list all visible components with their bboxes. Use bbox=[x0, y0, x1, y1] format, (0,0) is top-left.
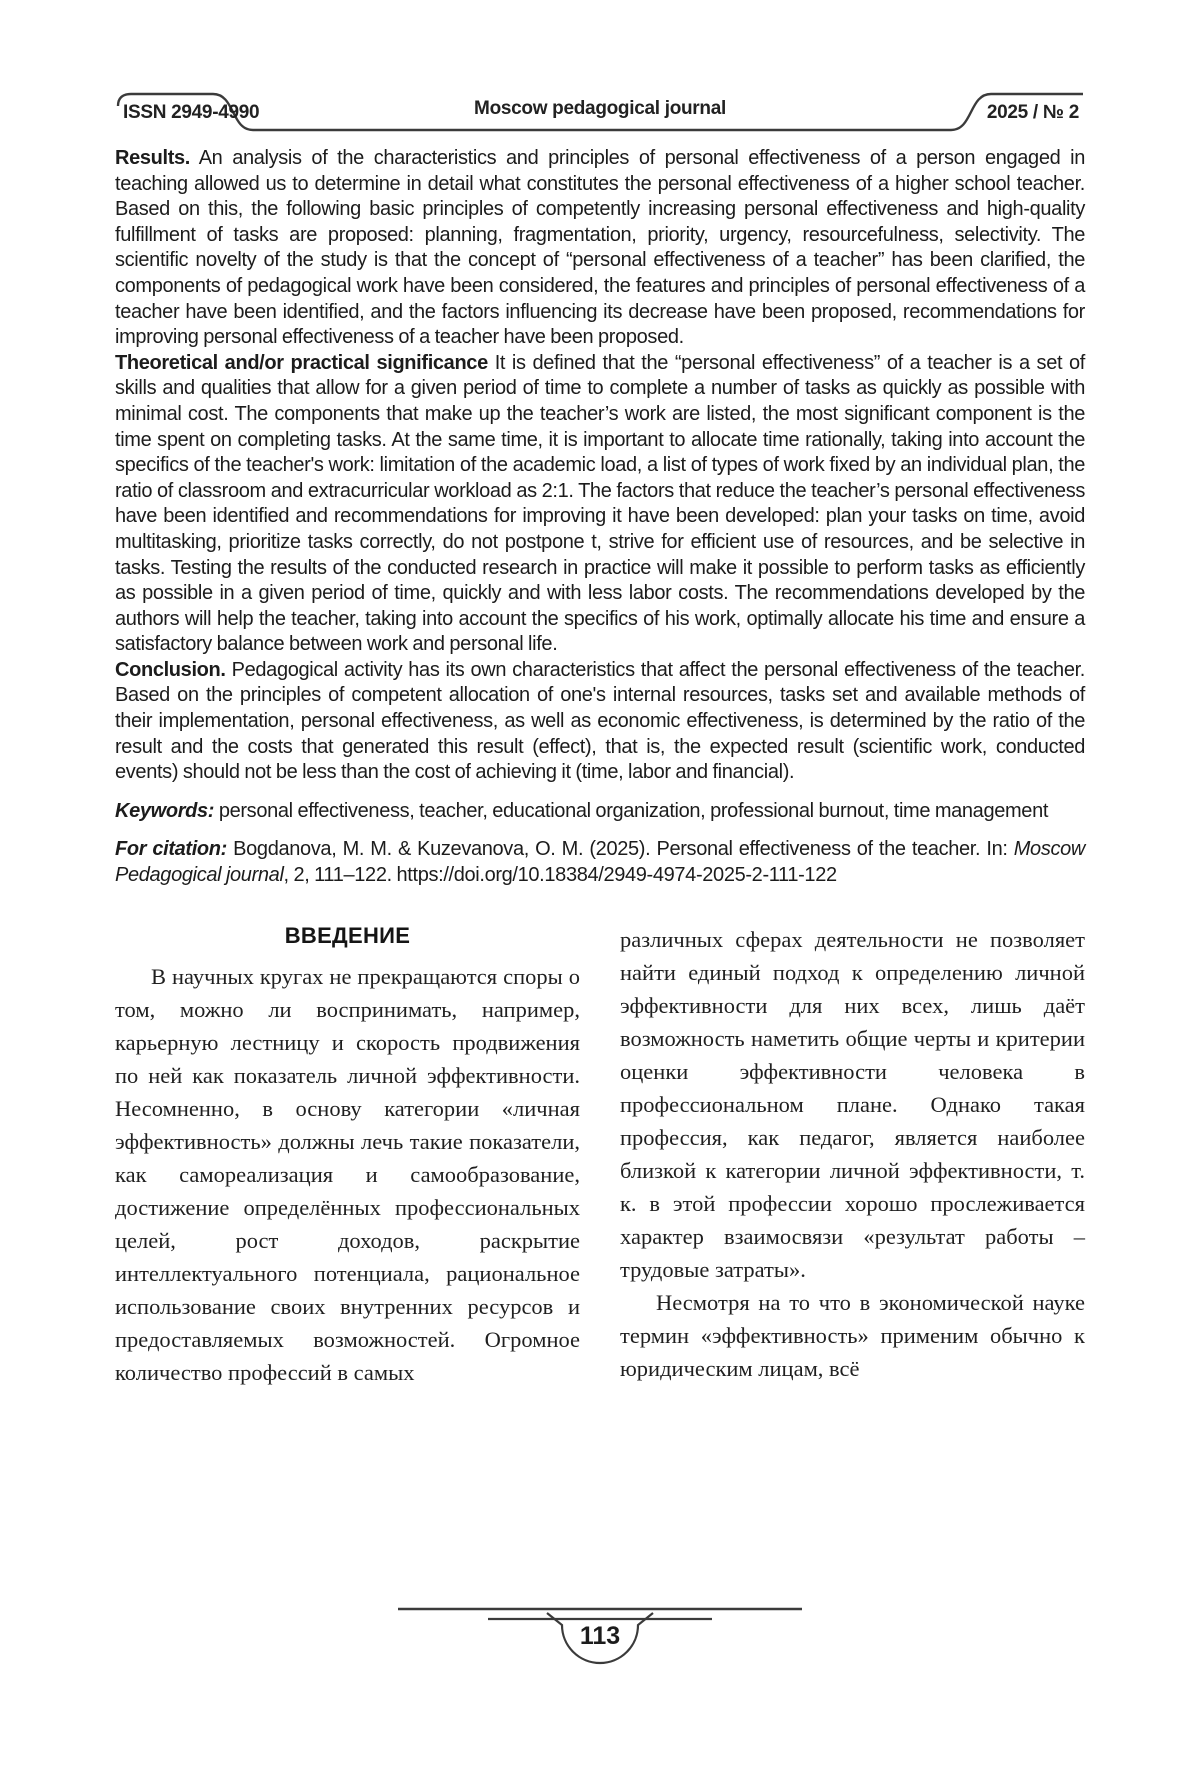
citation-text-before: Bogdanova, M. M. & Kuzevanova, O. M. (2025). Personal effectiveness of the teacher. In: bbox=[233, 838, 1014, 861]
issue-label: 2025 / № 2 bbox=[986, 102, 1079, 123]
keywords-text: personal effectiveness, teacher, educational organization, professional burnout, time management bbox=[218, 799, 1049, 822]
significance-label: Theoretical and/or practical significance bbox=[115, 351, 488, 374]
citation-label: For citation: bbox=[115, 838, 227, 861]
significance-paragraph bbox=[115, 351, 1085, 658]
abstract-section bbox=[115, 146, 1085, 889]
issn-label: ISSN 2949-4990 bbox=[123, 102, 260, 123]
page-footer bbox=[0, 1604, 1200, 1668]
results-paragraph bbox=[115, 146, 1085, 351]
significance-text: It is defined that the “personal effectiveness” of a teacher is a set of skills and qualities that allow for a given period of time to complete a number of tasks as quickly as possible with minimal cost. The components that make up the teacher’s work are listed, the most significant component is the time spent on completing tasks. At the same time, it is important to allocate time rationally, taking into account the specifics of the teacher's work: limitation of the academic load, a list of types of work fixed by an individual plan, the ratio of classroom and extracurricular workload as 2:1. The factors that reduce the teacher’s personal effectiveness have been identified and recommendations for improving it have been developed: plan your tasks on time, avoid multitasking, prioritize tasks correctly, do not postpone t, strive for efficient use of resources, and be selective in tasks. Testing the results of the conducted research in practice will make it possible to perform tasks as efficiently as possible in a given period of time, quickly and with less labor costs. The recommendations developed by the authors will help the teacher, taking into account the specifics of his work, optimally allocate his time and ensure a satisfactory balance between work and personal life. bbox=[115, 351, 1085, 656]
page-content bbox=[115, 146, 1085, 1389]
introduction-heading: ВВЕДЕНИЕ bbox=[284, 922, 411, 948]
intro-paragraph-1-continuation: различных сферах деятельности не позволяет найти единый подход к определению личной эффективности для них всех, лишь даёт возможность наметить общие черты и критерии оценки эффективности человека в профессиональном плане. Однако такая профессия, как педагог, является наиболее близкой к категории личной эффективности, т. к. в этой профессии хорошо прослеживается характер взаимосвязи «результат работы – трудовые затраты». bbox=[620, 926, 1085, 1282]
intro-column-right bbox=[620, 923, 1085, 1389]
keywords-line bbox=[115, 799, 1085, 825]
conclusion-label: Conclusion. bbox=[115, 658, 226, 681]
page-header bbox=[115, 86, 1085, 138]
results-text: An analysis of the characteristics and principles of personal effectiveness of a person engaged in teaching allowed us to determine in detail what constitutes the personal effectiveness of a higher school teacher. Based on this, the following basic principles of competently increasing personal effectiveness and high-quality fulfillment of tasks are proposed: planning, fragmentation, priority, urgency, resourcefulness, selectivity. The scientific novelty of the study is that the concept of “personal effectiveness of a teacher” has been clarified, the components of pedagogical work have been considered, the features and principles of personal effectiveness of a teacher have been identified, and the factors influencing its decrease have been proposed, recommendations for improving personal effectiveness of a teacher have been proposed. bbox=[115, 147, 1085, 349]
intro-paragraph-1-left: В научных кругах не прекращаются споры о том, можно ли воспринимать, например, карьерную лестницу и скорость продвижения по ней как показатель личной эффективности. Несомненно, в основу категории «личная эффективность» должны лечь такие показатели, как самореализация и самообразование, достижение определённых профессиональных целей, рост доходов, раскрытие интеллектуального потенциала, рациональное использование своих внутренних ресурсов и предоставляемых возможностей. Огромное количество профессий в самых bbox=[115, 963, 580, 1385]
results-label: Results. bbox=[115, 147, 191, 169]
page-number: 113 bbox=[579, 1622, 621, 1650]
conclusion-text: Pedagogical activity has its own characteristics that affect the personal effectiveness of the teacher. Based on the principles of competent allocation of one's internal resources, tasks set and available methods of their implementation, personal effectiveness, as well as economic effectiveness, is determined by the ratio of the result and the costs that generated this result (effect), that is, the expected result (scientific work, conducted events) should not be less than the cost of achieving it (time, labor and financial). bbox=[115, 658, 1085, 784]
footer-ornament bbox=[390, 1604, 810, 1668]
keywords-label: Keywords: bbox=[115, 799, 215, 822]
introduction-section bbox=[115, 923, 1085, 1389]
conclusion-paragraph bbox=[115, 658, 1085, 786]
intro-column-left bbox=[115, 923, 580, 1389]
citation-line bbox=[115, 837, 1085, 888]
citation-text-after: , 2, 111–122. https://doi.org/10.18384/2949-4974-2025-2-111-122 bbox=[283, 864, 837, 887]
citation-journal-name: Moscow Pedagogical journal bbox=[115, 838, 1085, 887]
journal-title: Moscow pedagogical journal bbox=[474, 98, 726, 119]
intro-paragraph-2: Несмотря на то что в экономической науке термин «эффективность» применим обычно к юридическим лицам, всё bbox=[620, 1289, 1085, 1381]
